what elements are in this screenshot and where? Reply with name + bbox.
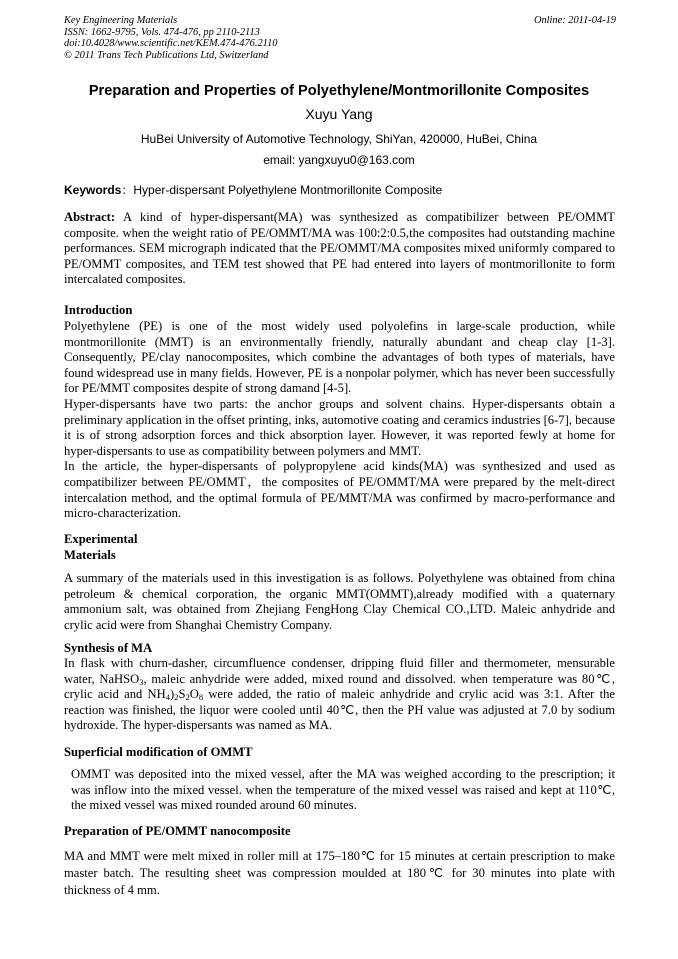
keywords-label: Keywords [64,183,122,197]
abstract-label: Abstract: [64,210,116,224]
abstract-paragraph [64,210,615,288]
intro-paragraph-1: Polyethylene (PE) is one of the most widely used polyolefins in large-scale production, while montmorillonite (MMT) is an environmentally friendly, naturally abundant and cheap clay [1-3]. Consequently, PE/clay nanocomposites, which combine the advantages of both types of materials, have found widespread use in many fields. However, PE is a nonpolar polymer, which has never been successfully for PE/MMT composites despite of strong damand [4-5]. [64,319,615,396]
author-affiliation: HuBei University of Automotive Technology, ShiYan, 420000, HuBei, China [140,132,538,146]
materials-heading: Materials [64,548,116,562]
intro-paragraph-3: In the article, the hyper-dispersants of polypropylene acid kinds(MA) was synthesized and used as compatibilizer between PE/OMMT，the composites of PE/OMMT/MA were prepared by the melt-direct intercalation method, and the optimal formula of PE/MMT/MA was confirmed by macro-performance and micro-characterization. [64,459,615,521]
keywords-line [64,181,616,198]
journal-doi: doi:10.4028/www.scientific.net/KEM.474-476.2110 [64,38,278,50]
preparation-block [64,848,615,899]
abstract-block [64,210,615,288]
author-name: Xuyu Yang [305,106,373,122]
surface-modification-paragraph: OMMT was deposited into the mixed vessel, after the MA was weighed according to the prescription; it was inflow into the mixed vessel. when the temperature of the mixed vessel was raised and kept at 110℃, the mixed vessel was mixed rounded around 60 minutes. [71,767,615,813]
preparation-heading: Preparation of PE/OMMT nanocomposite [64,824,291,838]
introduction-heading: Introduction [64,303,133,317]
subscript-8: 8 [198,692,204,703]
synthesis-paragraph [64,656,615,734]
author-email: email: yangxuyu0@163.com [263,153,415,167]
journal-name: Key Engineering Materials [64,15,178,26]
subscript-2: 2 [174,692,179,703]
formula-o: O [189,687,199,702]
synthesis-text-d: were added, the ratio of maleic anhydride and crylic acid was 3:1. After the reaction was finished, the liquor were cooled until 40℃, then the PH value was adjusted at 7.0 by sodium hydroxide. The hyper-dispersants was named as MA. [64,687,615,733]
keywords-text: Hyper-dispersant Polyethylene Montmorillonite Composite [133,183,443,197]
synthesis-block [64,656,615,734]
materials-block [64,571,615,633]
formula-s: S [178,687,186,702]
synthesis-text-a: In flask with churn-dasher, circumfluence condenser, dripping fluid filler and thermometer, mensurable water, NaHSO [64,656,615,686]
journal-copyright: © 2011 Trans Tech Publications Ltd, Switzerland [64,49,269,61]
surface-modification-block [71,767,615,814]
online-date: Online: 2011-04-19 [533,15,616,26]
subscript-4: 4 [165,692,171,703]
subscript-3: 3 [139,676,144,687]
surface-modification-heading: Superficial modification of OMMT [64,745,253,759]
journal-header [64,15,616,61]
preparation-paragraph: MA and MMT were melt mixed in roller mill at 175–180℃ for 15 minutes at certain prescription to make master batch. The resulting sheet was compression moulded at 180℃ for 30 minutes into plate with thickness of 4 mm. [64,849,615,897]
intro-paragraph-2: Hyper-dispersants have two parts: the anchor groups and solvent chains. Hyper-dispersants obtain a preliminary application in the offset printing, inks, automotive coating and ceramics industries [6-7], because it is of strong adsorption forces and thick absorption layer. However, it was reported fewly at home for hyper-dispersants to use as compatibility between polymers and MMT. [64,396,615,458]
experimental-heading: Experimental [64,532,138,546]
synthesis-text-b: , maleic anhydride were added, mixed round and dissolved. when temperature was 80℃, crylic acid and NH [64,671,615,702]
synthesis-heading: Synthesis of MA [64,641,153,655]
keywords-separator: ： [121,183,134,197]
abstract-text: A kind of hyper-dispersant(MA) was synthesized as compatibilizer between PE/OMMT composite. when the weight ratio of PE/OMMT/MA was 100:2:0.5,the composites had outstanding machine performances. SEM micrograph indicated that the PE/OMMT/MA composites mixed uniformly compared to PE/OMMT composites, and TEM test showed that PE had entered into layers of montmorillonite to form intercalated composites. [64,210,615,287]
journal-issn: ISSN: 1662-9795, Vols. 474-476, pp 2110-2113 [64,26,260,38]
introduction-block [64,319,615,522]
materials-paragraph: A summary of the materials used in this investigation is as follows. Polyethylene was obtained from china petroleum & chemical corporation, the organic MMT(OMMT),already modified with a quaternary ammonium salt, was obtained from Zhejiang FengHong Clay Chemical CO.,LTD. Maleic anhydride and crylic acid were from Shanghai Chemistry Company. [64,571,615,632]
subscript-2b: 2 [185,692,190,703]
paper-title: Preparation and Properties of Polyethylene/Montmorillonite Composites [88,83,590,99]
synthesis-text-c: ) [170,687,175,702]
